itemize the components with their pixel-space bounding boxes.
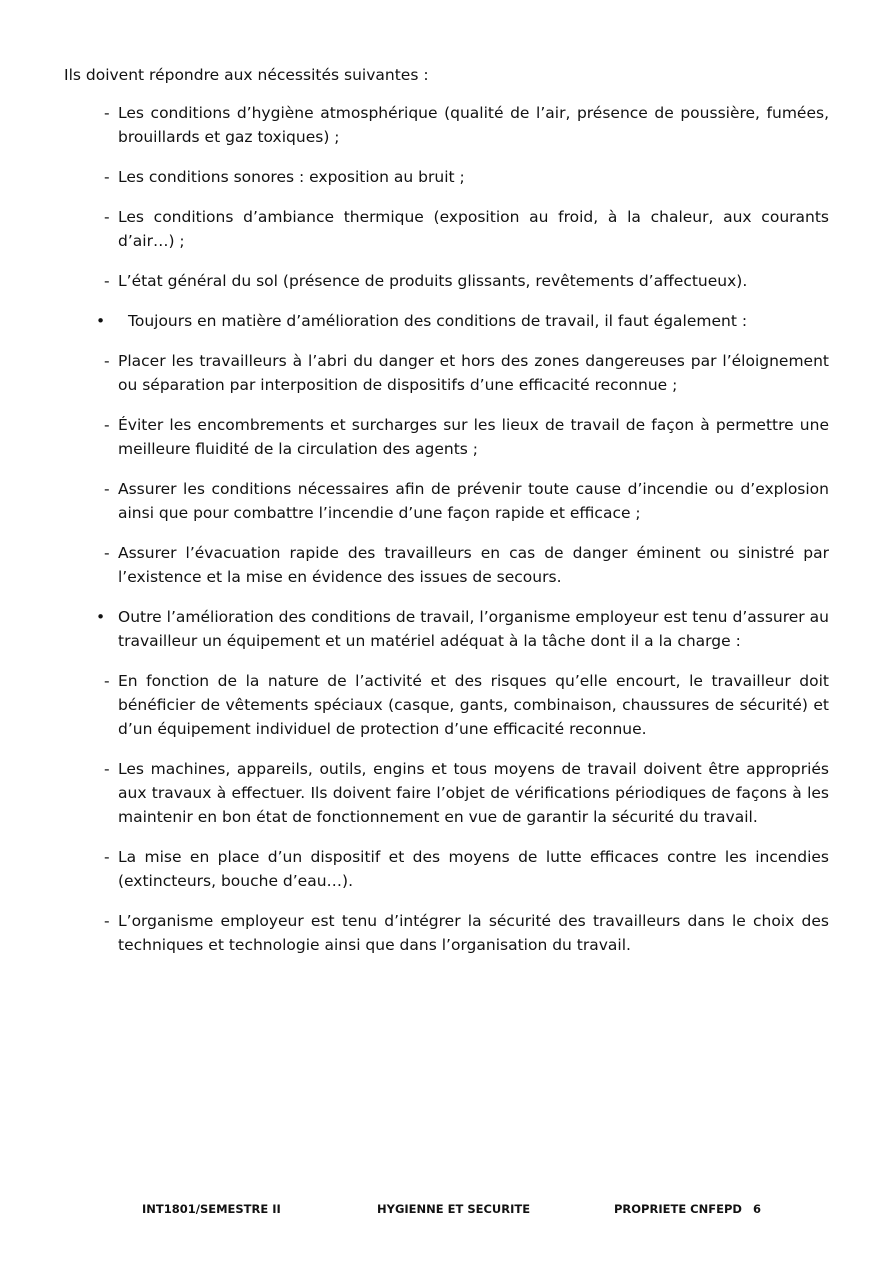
list-item-text: Assurer l’évacuation rapide des travailleurs en cas de danger éminent ou sinistré par l’existence et la mise en évidence des issues de secours.: [118, 544, 829, 586]
bullet-item: [96, 605, 829, 653]
list-item-text: Assurer les conditions nécessaires afin de prévenir toute cause d’incendie ou d’explosion ainsi que pour combattre l’incendie d’une façon rapide et efficace ;: [118, 480, 829, 522]
list-item-text: Les conditions d’ambiance thermique (exposition au froid, à la chaleur, aux courants d’air…) ;: [118, 208, 829, 250]
list-item-text: La mise en place d’un dispositif et des moyens de lutte efficaces contre les incendies (extincteurs, bouche d’eau…).: [118, 848, 829, 890]
page-number: 6: [753, 1202, 762, 1216]
dash-marker: -: [104, 544, 110, 562]
list-item: [104, 101, 829, 149]
list-item: [104, 205, 829, 253]
dash-marker: -: [104, 848, 110, 866]
dash-marker: -: [104, 912, 110, 930]
footer-course-code: INT1801/SEMESTRE II: [142, 1202, 281, 1216]
list-item-text: Placer les travailleurs à l’abri du danger et hors des zones dangereuses par l’éloignement ou séparation par interposition de dispositifs d’une efficacité reconnue ;: [118, 352, 829, 394]
list-item: [104, 541, 829, 589]
dash-marker: -: [104, 104, 110, 122]
bullet-item-text: Outre l’amélioration des conditions de travail, l’organisme employeur est tenu d’assurer au travailleur un équipement et un matériel adéquat à la tâche dont il a la charge :: [118, 608, 829, 650]
intro-paragraph: Ils doivent répondre aux nécessités suivantes :: [64, 66, 429, 84]
dash-marker: -: [104, 272, 110, 290]
list-item: [104, 757, 829, 829]
dash-marker: -: [104, 168, 110, 186]
dash-marker: -: [104, 416, 110, 434]
dash-marker: -: [104, 208, 110, 226]
footer-subject: HYGIENNE ET SECURITE: [377, 1202, 531, 1216]
dash-marker: -: [104, 480, 110, 498]
list-item-text: L’état général du sol (présence de produits glissants, revêtements d’affectueux).: [118, 272, 748, 290]
list-item-text: Les machines, appareils, outils, engins et tous moyens de travail doivent être appropriés aux travaux à effectuer. Ils doivent faire l’objet de vérifications périodiques de façons à les maintenir en bon état de fonctionnement en vue de garantir la sécurité du travail.: [118, 760, 829, 826]
bullet-marker: •: [96, 608, 106, 626]
bullet-marker: •: [96, 312, 106, 330]
list-item: [104, 349, 829, 397]
dash-marker: -: [104, 352, 110, 370]
list-item: [104, 909, 829, 957]
list-item: [104, 477, 829, 525]
list-item-text: Éviter les encombrements et surcharges sur les lieux de travail de façon à permettre une meilleure fluidité de la circulation des agents ;: [118, 416, 829, 458]
list-item-text: Les conditions d’hygiène atmosphérique (qualité de l’air, présence de poussière, fumées, brouillards et gaz toxiques) ;: [118, 104, 829, 146]
dash-marker: -: [104, 760, 110, 778]
list-item-text: L’organisme employeur est tenu d’intégrer la sécurité des travailleurs dans le choix des techniques et technologie ainsi que dans l’organisation du travail.: [118, 912, 829, 954]
document-body: [0, 101, 893, 973]
list-item-text: En fonction de la nature de l’activité et des risques qu’elle encourt, le travailleur doit bénéficier de vêtements spéciaux (casque, gants, combinaison, chaussures de sécurité) et d’un équipement individuel de protection d’une efficacité reconnue.: [118, 672, 829, 738]
list-item: [104, 269, 829, 293]
list-item-text: Les conditions sonores : exposition au bruit ;: [118, 168, 465, 186]
list-item: [104, 165, 829, 189]
footer-owner: PROPRIETE CNFEPD: [614, 1202, 742, 1216]
list-item: [104, 413, 829, 461]
list-item: [104, 669, 829, 741]
page-footer: [0, 1201, 893, 1221]
dash-marker: -: [104, 672, 110, 690]
list-item: [104, 845, 829, 893]
bullet-item-text: Toujours en matière d’amélioration des conditions de travail, il faut également :: [128, 312, 748, 330]
bullet-item: [96, 309, 829, 333]
